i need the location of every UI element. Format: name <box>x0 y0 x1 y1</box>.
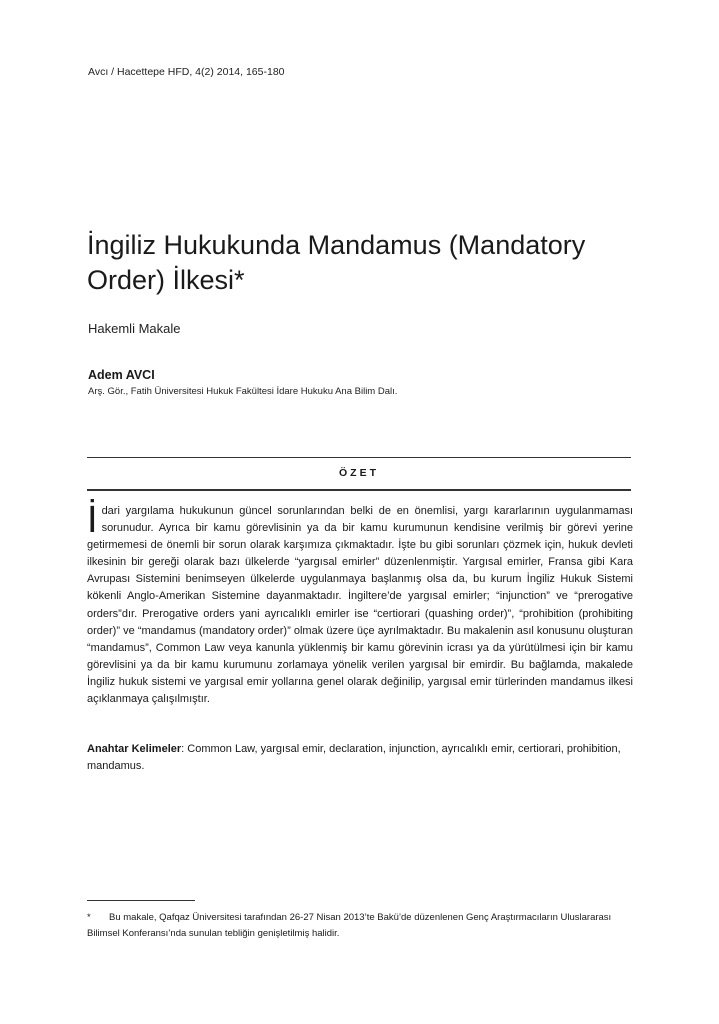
footnote-rule <box>87 900 195 901</box>
author-name: Adem AVCI <box>88 368 155 382</box>
author-affiliation: Arş. Gör., Fatih Üniversitesi Hukuk Fakültesi İdare Hukuku Ana Bilim Dalı. <box>88 386 398 397</box>
abstract-body <box>87 499 633 708</box>
keywords <box>87 741 633 775</box>
running-head: Avcı / Hacettepe HFD, 4(2) 2014, 165-180 <box>88 66 285 78</box>
abstract-top-rule <box>87 457 631 458</box>
footnote-text: Bu makale, Qafqaz Üniversitesi tarafından 26-27 Nisan 2013’te Bakü’de düzenlenen Genç Araştırmacıların Uluslararası Bilimsel Konferansı’nda sunulan tebliğin genişletilmiş halidir. <box>87 912 612 939</box>
abstract-heading: ÖZET <box>339 467 379 479</box>
keywords-label: Anahtar Kelimeler <box>87 743 182 755</box>
abstract-dropcap: İ <box>87 499 98 541</box>
article-type: Hakemli Makale <box>88 321 181 336</box>
abstract-bottom-rule <box>87 489 631 491</box>
keywords-text: : Common Law, yargısal emir, declaration, injunction, ayrıcalıklı emir, certiorari, prohibition, mandamus. <box>87 743 621 772</box>
abstract-text: dari yargılama hukukunun güncel sorunlarından belki de en önemlisi, yargı kararlarının uygulanmaması sorunudur. Ayrıca bir kamu görevlisinin ya da bir kamu kurumunun kendisine verilmiş bir görevi yerine getirmemesi de önemli bir sorun olarak karşımıza çıkmaktadır. İşte bu gibi sorunları çözmek için, hukuk devleti ilkesinin bir gereği olarak bazı ülkelerde “yargısal emirler” düzenlenmiştir. Yargısal emirler, Fransa gibi Kara Avrupası Sistemini benimseyen ülkelerde uygulanmaya başlanmış olsa da, bu kurum İngiliz Hukuk Sistemi kökenli Anglo-Amerikan Sistemine dayanmaktadır. İngiltere’de yargısal emirler; “injunction” ve “prerogative orders”dır. Prerogative orders yani ayrıcalıklı emirler ise “certiorari (quashing order)”, “prohibition (prohibiting order)” ve “mandamus (mandatory order)” olmak üzere üçe ayrılmaktadır. Bu makalenin asıl konusunu oluşturan “mandamus”, Common Law veya kanunla yüklenmiş bir kamu görevinin icrası ya da yürütülmesi için bir kamu görevlisini ya da bir kamu kurumunu zorlamaya yönelik verilen yargısal bir emirdir. Bu bağlamda, makalede İngiliz hukuk sistemi ve yargısal emir yollarına genel olarak değinilip, yargısal emir türlerinden mandamus ilkesi açıklanmaya çalışılmıştır. <box>87 505 633 706</box>
footnote <box>87 910 633 942</box>
article-title: İngiliz Hukukunda Mandamus (Mandatory Order) İlkesi* <box>87 230 586 295</box>
footnote-marker: * <box>87 912 91 923</box>
